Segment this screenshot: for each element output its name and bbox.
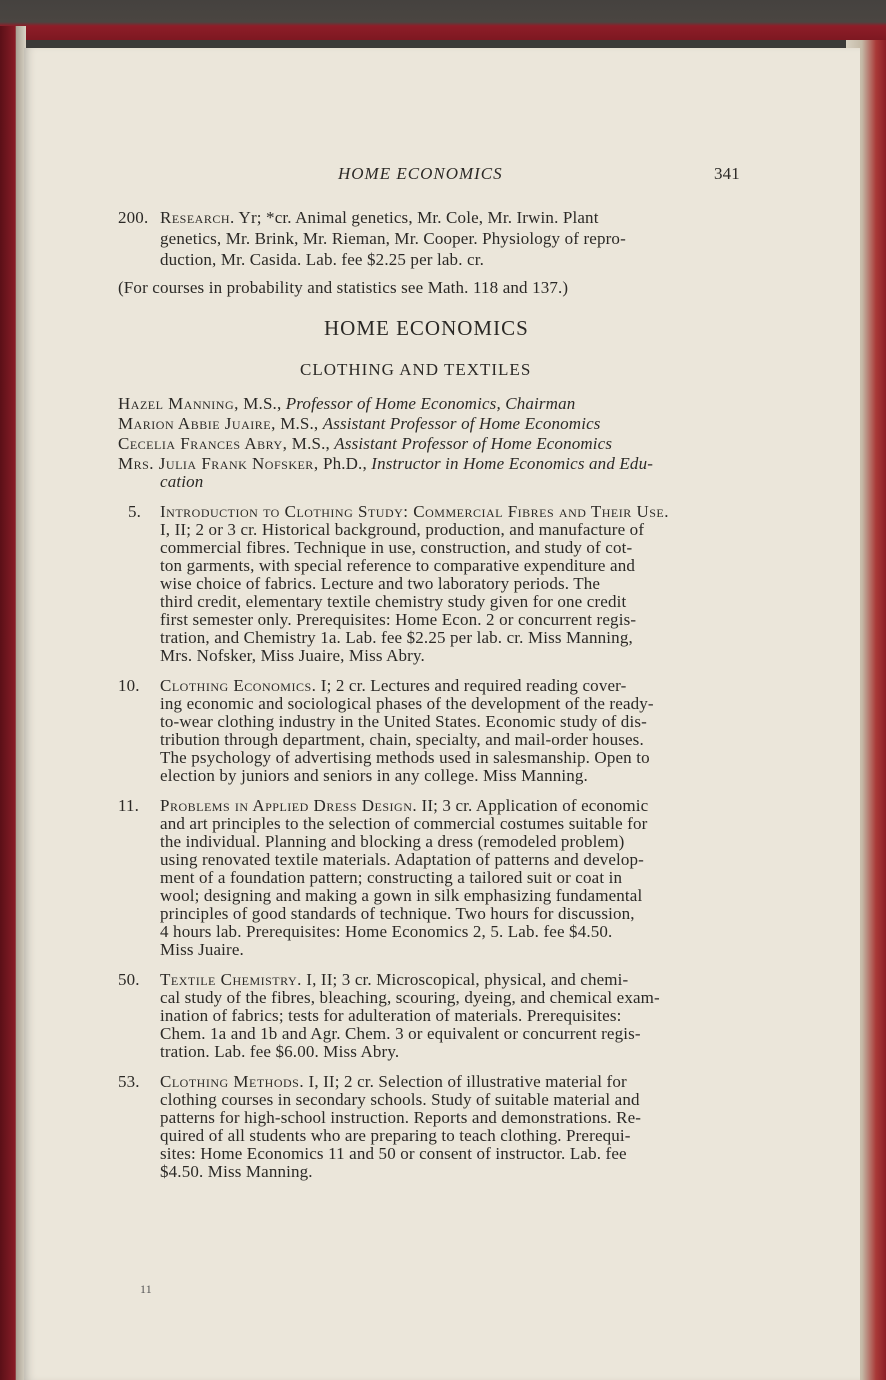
signature-mark: 11 xyxy=(140,1282,152,1296)
course-number: 53. xyxy=(118,1072,140,1091)
book-cover-top xyxy=(0,0,886,40)
faculty-title: Instructor in Home Economics and Edu- xyxy=(371,454,654,473)
faculty-name: Cecelia Frances Abry, xyxy=(118,434,288,453)
course-number: 5. xyxy=(128,502,142,521)
course-line xyxy=(160,970,628,990)
faculty-degree: M.S., xyxy=(287,434,335,453)
faculty-name: Mrs. Julia Frank Nofsker, xyxy=(118,454,319,473)
course-line: ton garments, with special reference to comparative expenditure and xyxy=(160,556,635,575)
course-line: quired of all students who are preparing to teach clothing. Prerequi- xyxy=(160,1126,631,1145)
course-line: cal study of the fibres, bleaching, scouring, dyeing, and chemical exam- xyxy=(160,988,660,1007)
course-line: wool; designing and making a gown in silk emphasizing fundamental xyxy=(160,886,643,905)
cross-reference-note: (For courses in probability and statistics see Math. 118 and 137.) xyxy=(118,278,569,297)
course-line: wise choice of fabrics. Lecture and two laboratory periods. The xyxy=(160,574,601,593)
faculty-name: Marion Abbie Juaire, xyxy=(118,414,276,433)
course-line: tration. Lab. fee $6.00. Miss Abry. xyxy=(160,1042,400,1061)
course-line: 4 hours lab. Prerequisites: Home Economics 2, 5. Lab. fee $4.50. xyxy=(160,922,613,941)
course-line: Miss Juaire. xyxy=(160,940,244,959)
course-line: ing economic and sociological phases of the development of the ready- xyxy=(160,694,654,713)
course-line xyxy=(160,796,648,816)
course-title: Textile Chemistry. xyxy=(160,970,302,989)
course-number: 11. xyxy=(118,796,140,815)
course-title: Clothing Methods. xyxy=(160,1072,305,1091)
course-title: Clothing Economics. xyxy=(160,676,317,695)
course-line: using renovated textile materials. Adaptation of patterns and develop- xyxy=(160,850,644,869)
faculty-title: Assistant Professor of Home Economics xyxy=(334,434,613,453)
course-line: first semester only. Prerequisites: Home Econ. 2 or concurrent regis- xyxy=(160,610,637,629)
course-line: to-wear clothing industry in the United States. Economic study of dis- xyxy=(160,712,647,731)
course-text: I, II; 3 cr. Microscopical, physical, and chemi- xyxy=(301,970,629,989)
course-line: The psychology of advertising methods used in salesmanship. Open to xyxy=(160,748,650,767)
course-line: $4.50. Miss Manning. xyxy=(160,1162,313,1181)
course-title: Introduction to Clothing Study: Commercial Fibres and Their Use. xyxy=(160,502,670,521)
subsection-title: CLOTHING AND TEXTILES xyxy=(300,360,532,379)
faculty-title: Professor of Home Economics, Chairman xyxy=(285,394,576,413)
faculty-degree: M.S., xyxy=(275,414,323,433)
course-line: Chem. 1a and 1b and Agr. Chem. 3 or equivalent or concurrent regis- xyxy=(160,1024,641,1043)
course-line: ment of a foundation pattern; constructing a tailored suit or coat in xyxy=(160,868,623,887)
course-line: clothing courses in secondary schools. Study of suitable material and xyxy=(160,1090,640,1109)
course-title: Research. xyxy=(160,208,235,227)
faculty-degree: Ph.D., xyxy=(318,454,372,473)
course-line: and art principles to the selection of commercial costumes suitable for xyxy=(160,814,648,833)
course-line: I, II; 2 or 3 cr. Historical background, production, and manufacture of xyxy=(160,520,645,539)
faculty-title: Assistant Professor of Home Economics xyxy=(322,414,601,433)
course-line: principles of good standards of technique. Two hours for discussion, xyxy=(160,904,635,923)
course-title: Problems in Applied Dress Design. xyxy=(160,796,418,815)
page-number: 341 xyxy=(714,164,740,183)
section-title: HOME ECONOMICS xyxy=(324,316,529,340)
faculty-degree: M.S., xyxy=(238,394,286,413)
course-line: tribution through department, chain, specialty, and mail-order houses. xyxy=(160,730,644,749)
course-line: third credit, elementary textile chemistry study given for one credit xyxy=(160,592,627,611)
course-number: 200. xyxy=(118,208,149,227)
course-line: sites: Home Economics 11 and 50 or consent of instructor. Lab. fee xyxy=(160,1144,627,1163)
course-number: 10. xyxy=(118,676,140,695)
book-spine-left xyxy=(0,26,26,1380)
faculty-entry xyxy=(118,454,653,474)
course-text: I, II; 2 cr. Selection of illustrative material for xyxy=(304,1072,627,1091)
course-line: ination of fabrics; tests for adulteration of materials. Prerequisites: xyxy=(160,1006,622,1025)
course-line: the individual. Planning and blocking a dress (remodeled problem) xyxy=(160,832,625,851)
book-page xyxy=(24,48,860,1380)
course-line: Mrs. Nofsker, Miss Juaire, Miss Abry. xyxy=(160,646,425,665)
faculty-title-continued: cation xyxy=(160,472,204,491)
course-number: 50. xyxy=(118,970,140,989)
course-text: Yr; *cr. Animal genetics, Mr. Cole, Mr. Irwin. Plant xyxy=(234,208,599,227)
running-title: HOME ECONOMICS xyxy=(338,164,503,183)
course-line xyxy=(160,1072,627,1092)
course-text: I; 2 cr. Lectures and required reading cover- xyxy=(316,676,627,695)
faculty-entry xyxy=(118,434,612,454)
course-line: election by juniors and seniors in any college. Miss Manning. xyxy=(160,766,588,785)
course-line: tration, and Chemistry 1a. Lab. fee $2.25 per lab. cr. Miss Manning, xyxy=(160,628,633,647)
faculty-name: Hazel Manning, xyxy=(118,394,239,413)
course-line: genetics, Mr. Brink, Mr. Rieman, Mr. Cooper. Physiology of repro- xyxy=(160,229,626,248)
course-line xyxy=(160,676,626,696)
course-text: II; 3 cr. Application of economic xyxy=(417,796,649,815)
course-line: patterns for high-school instruction. Reports and demonstrations. Re- xyxy=(160,1108,642,1127)
faculty-entry xyxy=(118,394,575,414)
course-line: duction, Mr. Casida. Lab. fee $2.25 per lab. cr. xyxy=(160,250,484,269)
course-line xyxy=(160,208,736,228)
faculty-entry xyxy=(118,414,601,434)
course-line: commercial fibres. Technique in use, construction, and study of cot- xyxy=(160,538,633,557)
